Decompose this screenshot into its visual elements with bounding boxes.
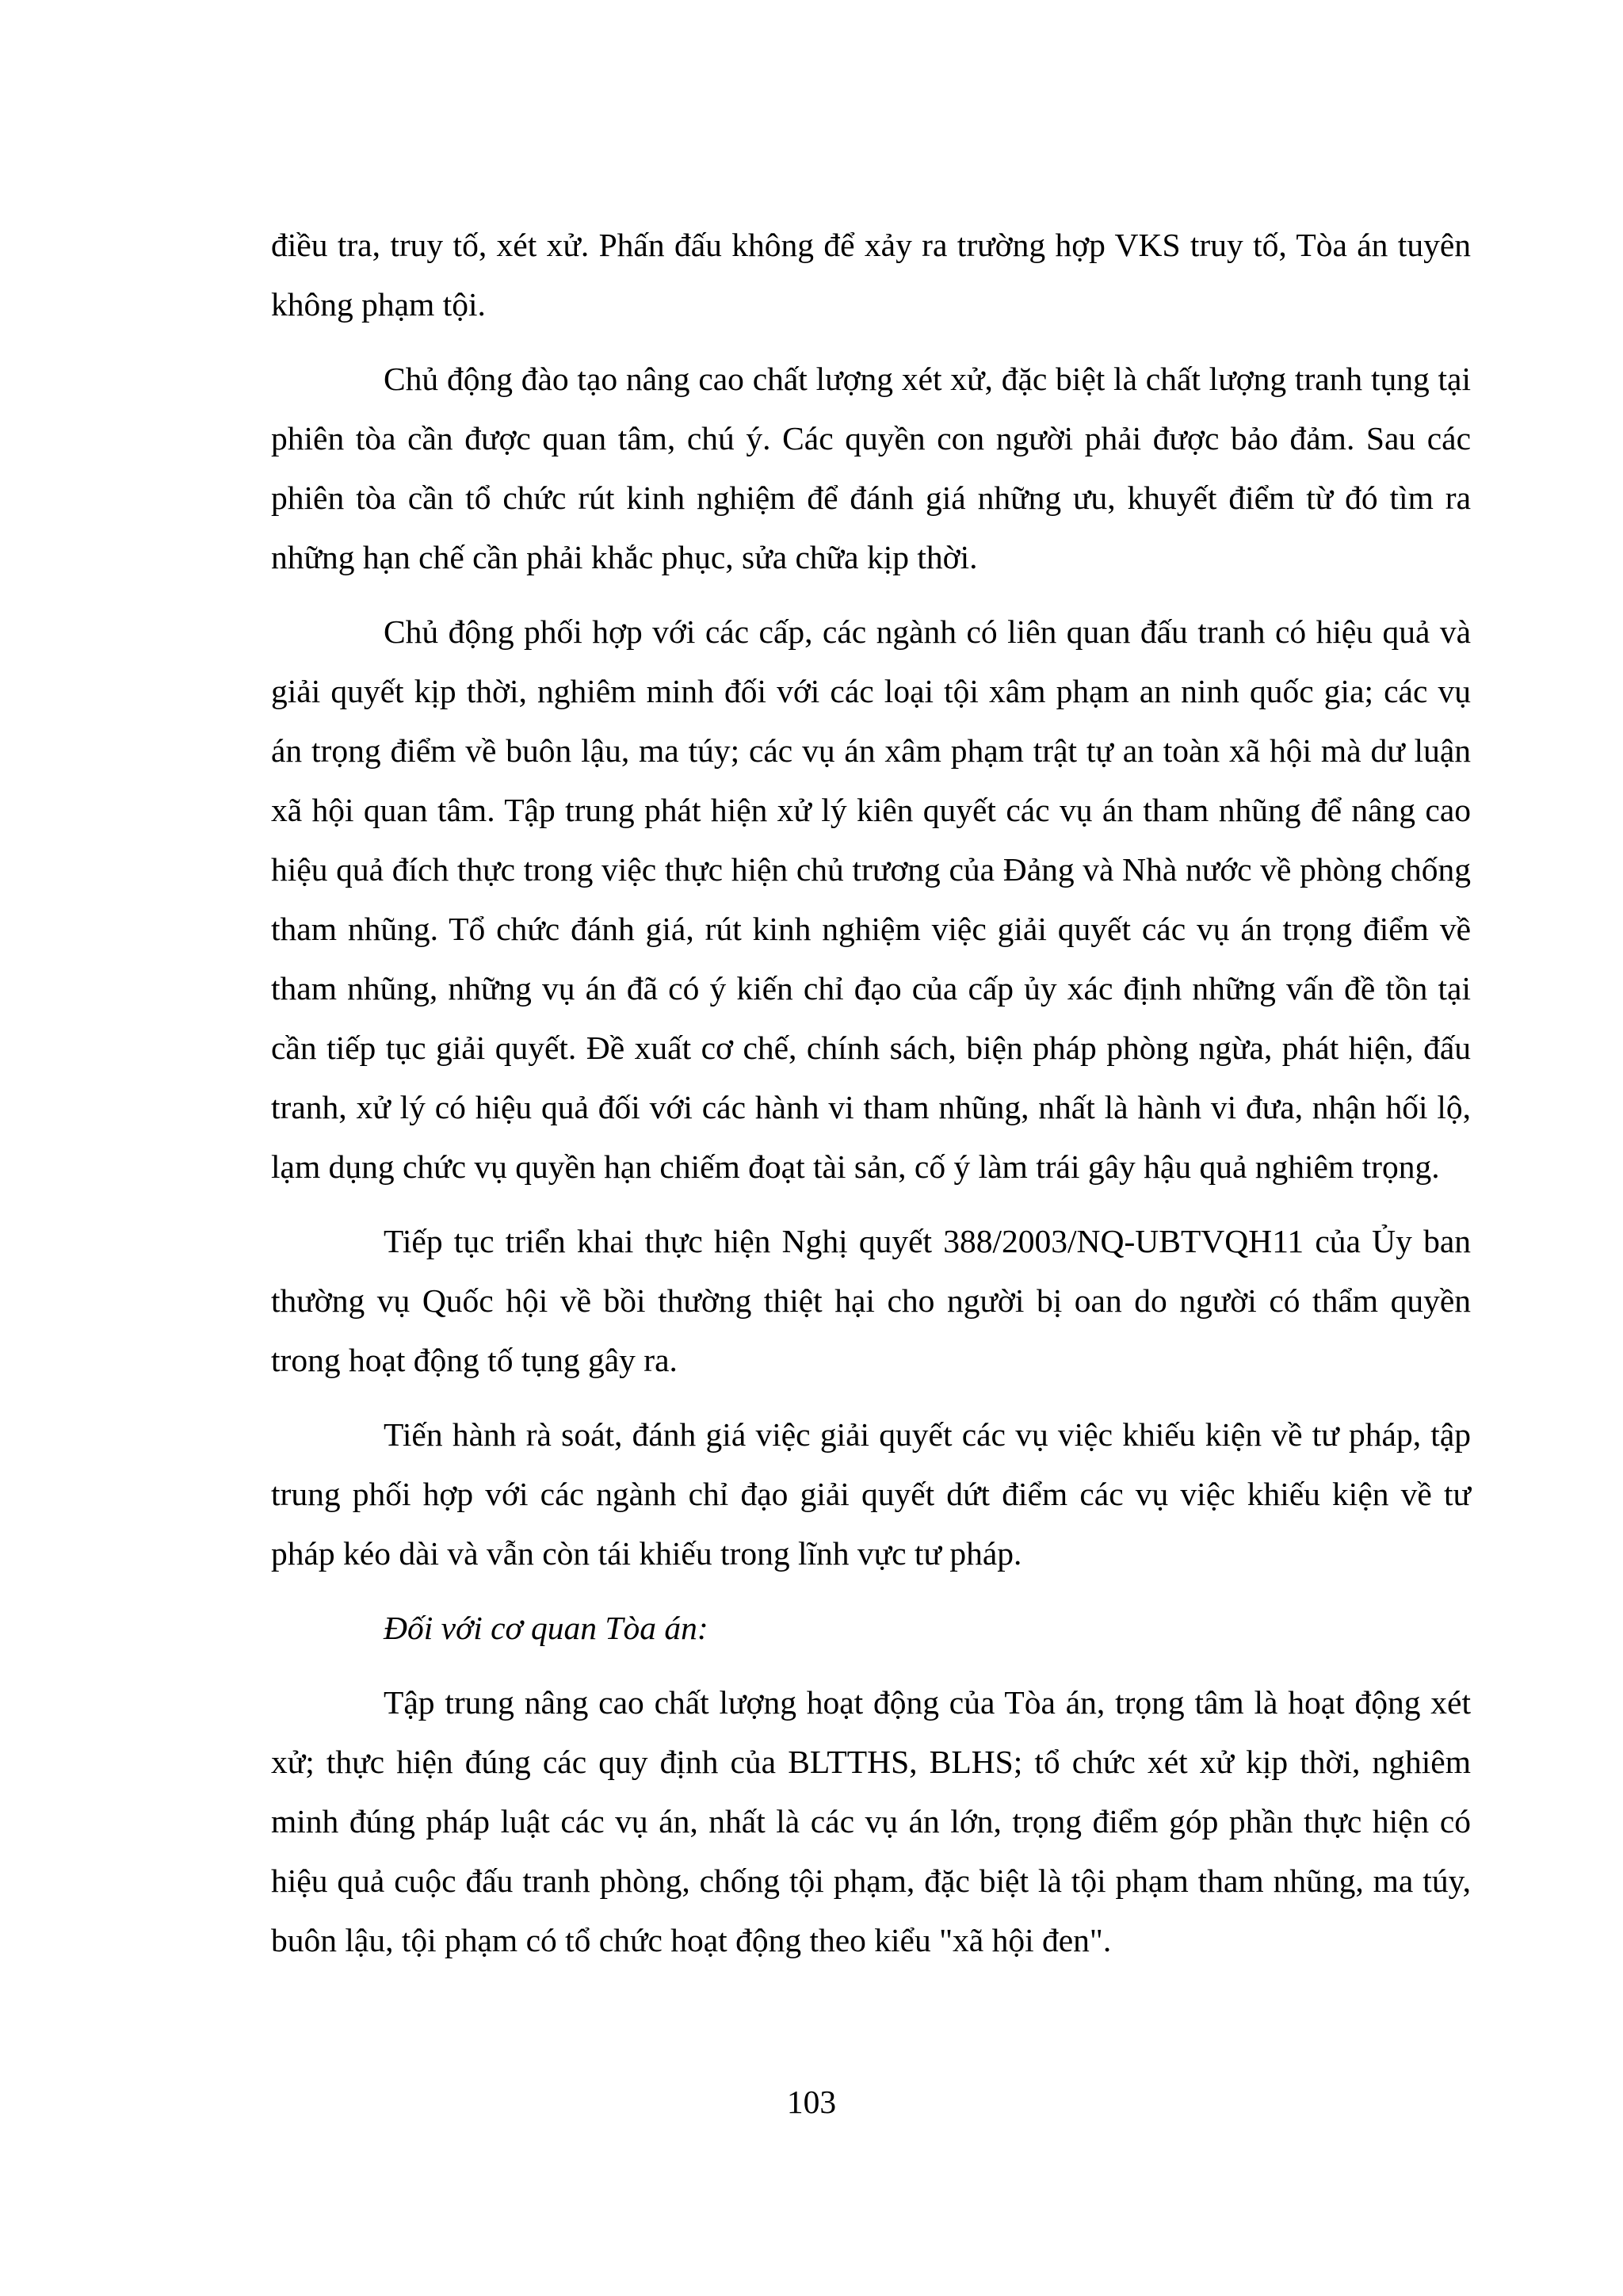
paragraph-5: Tiến hành rà soát, đánh giá việc giải quyết các vụ việc khiếu kiện về tư pháp, tập trung phối hợp với các ngành chỉ đạo giải quyết dứt điểm các vụ việc khiếu kiện về tư pháp kéo dài và vẫn còn tái khiếu trong lĩnh vực tư pháp. <box>271 1416 1471 1572</box>
section-heading-court: Đối với cơ quan Tòa án: <box>384 1610 708 1646</box>
paragraph-2: Chủ động đào tạo nâng cao chất lượng xét xử, đặc biệt là chất lượng tranh tụng tại phiên tòa cần được quan tâm, chú ý. Các quyền con người phải được bảo đảm. Sau các phiên tòa cần tổ chức rút kinh nghiệm để đánh giá những ưu, khuyết điểm từ đó tìm ra những hạn chế cần phải khắc phục, sửa chữa kịp thời. <box>271 361 1471 575</box>
page-number: 103 <box>786 2084 837 2120</box>
paragraph-3: Chủ động phối hợp với các cấp, các ngành có liên quan đấu tranh có hiệu quả và giải quyết kịp thời, nghiêm minh đối với các loại tội xâm phạm an ninh quốc gia; các vụ án trọng điểm về buôn lậu, ma túy; các vụ án xâm phạm trật tự an toàn xã hội mà dư luận xã hội quan tâm. Tập trung phát hiện xử lý kiên quyết các vụ án tham nhũng để nâng cao hiệu quả đích thực trong việc thực hiện chủ trương của Đảng và Nhà nước về phòng chống tham nhũng. Tổ chức đánh giá, rút kinh nghiệm việc giải quyết các vụ án trọng điểm về tham nhũng, những vụ án đã có ý kiến chỉ đạo của cấp ủy xác định những vấn đề tồn tại cần tiếp tục giải quyết. Đề xuất cơ chế, chính sách, biện pháp phòng ngừa, phát hiện, đấu tranh, xử lý có hiệu quả đối với các hành vi tham nhũng, nhất là hành vi đưa, nhận hối lộ, lạm dụng chức vụ quyền hạn chiếm đoạt tài sản, cố ý làm trái gây hậu quả nghiêm trọng. <box>271 613 1471 1185</box>
document-body <box>271 216 1471 1985</box>
paragraph-1: điều tra, truy tố, xét xử. Phấn đấu không để xảy ra trường hợp VKS truy tố, Tòa án tuyên không phạm tội. <box>271 227 1471 323</box>
paragraph-4: Tiếp tục triển khai thực hiện Nghị quyết 388/2003/NQ-UBTVQH11 của Ủy ban thường vụ Quốc hội về bồi thường thiệt hại cho người bị oan do người có thẩm quyền trong hoạt động tố tụng gây ra. <box>271 1223 1471 1378</box>
paragraph-7: Tập trung nâng cao chất lượng hoạt động của Tòa án, trọng tâm là hoạt động xét xử; thực hiện đúng các quy định của BLTTHS, BLHS; tổ chức xét xử kịp thời, nghiêm minh đúng pháp luật các vụ án, nhất là các vụ án lớn, trọng điểm góp phần thực hiện có hiệu quả cuộc đấu tranh phòng, chống tội phạm, đặc biệt là tội phạm tham nhũng, ma túy, buôn lậu, tội phạm có tổ chức hoạt động theo kiểu "xã hội đen". <box>271 1684 1471 1958</box>
